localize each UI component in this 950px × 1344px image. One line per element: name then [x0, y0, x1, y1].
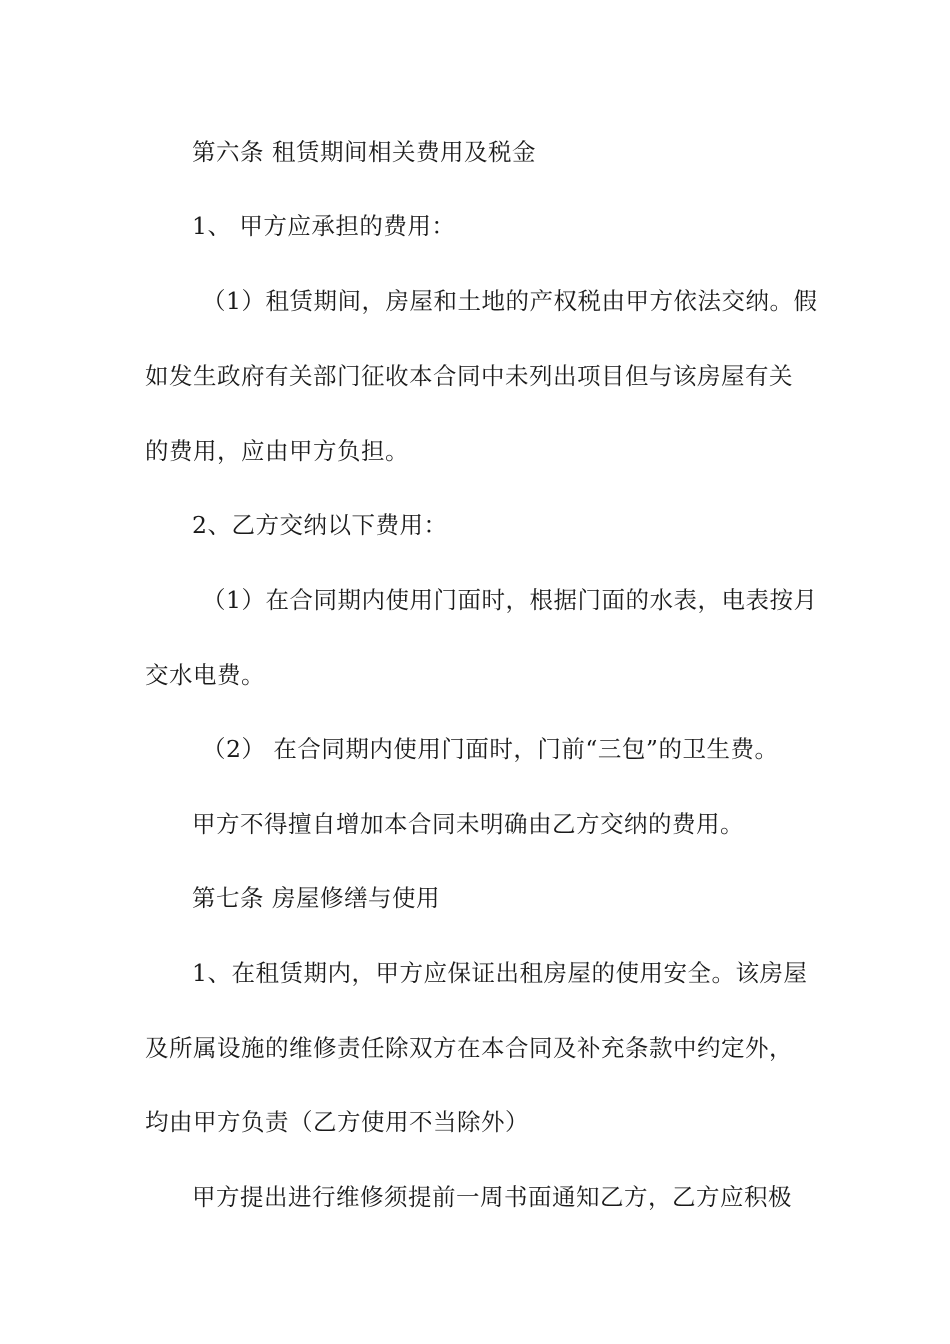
article-6-heading: 第六条 租赁期间相关费用及税金: [192, 138, 536, 166]
paragraph-line: 的费用，应由甲方负担。: [145, 437, 409, 465]
clause-1-heading: 1、 甲方应承担的费用：: [192, 212, 456, 240]
clause-2-heading: 2、乙方交纳以下费用：: [192, 511, 448, 539]
paragraph-line: （1）租赁期间，房屋和土地的产权税由甲方依法交纳。假: [202, 287, 818, 315]
paragraph-line: 均由甲方负责（乙方使用不当除外）: [145, 1108, 529, 1136]
paragraph-line: 及所属设施的维修责任除双方在本合同及补充条款中约定外，: [145, 1034, 793, 1062]
paragraph-line: 甲方提出进行维修须提前一周书面通知乙方，乙方应积极: [192, 1183, 792, 1211]
paragraph-line: （2） 在合同期内使用门面时，门前“三包”的卫生费。: [202, 735, 779, 763]
paragraph-line: 甲方不得擅自增加本合同未明确由乙方交纳的费用。: [192, 810, 744, 838]
paragraph-line: （1）在合同期内使用门面时，根据门面的水表，电表按月: [202, 586, 818, 614]
paragraph-line: 如发生政府有关部门征收本合同中未列出项目但与该房屋有关: [145, 362, 793, 390]
paragraph-line: 交水电费。: [145, 661, 265, 689]
article-7-heading: 第七条 房屋修缮与使用: [192, 884, 440, 912]
paragraph-line: 1、在租赁期内，甲方应保证出租房屋的使用安全。该房屋: [192, 959, 808, 987]
